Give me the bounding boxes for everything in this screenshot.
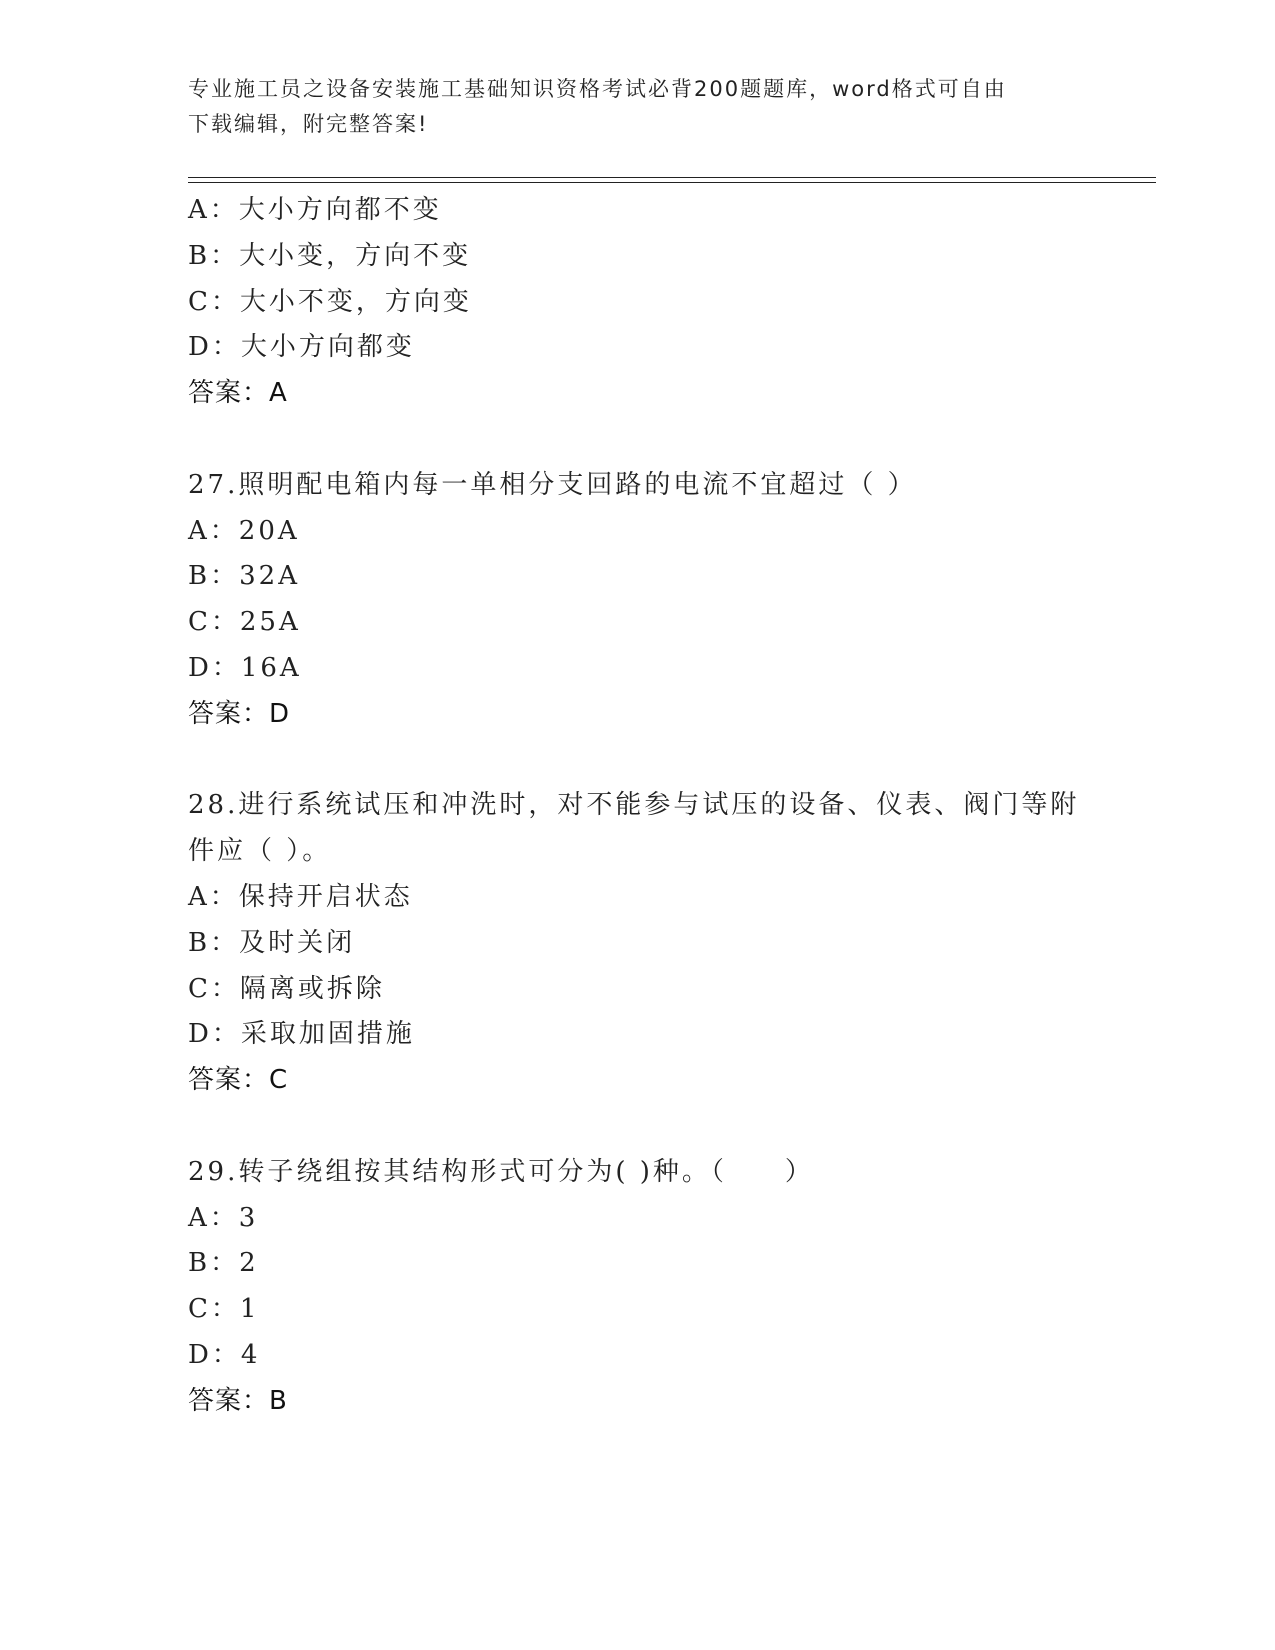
question-stem: 28.进行系统试压和冲洗时，对不能参与试压的设备、仪表、阀门等附: [188, 790, 1080, 821]
spacer: [188, 417, 1156, 463]
option-a: A：大小方向都不变: [188, 195, 442, 225]
document-header: [188, 72, 1068, 142]
question-27: [188, 463, 1156, 738]
option-b: B：及时关闭: [188, 927, 356, 958]
option-c: C：25A: [188, 607, 301, 638]
option-b: B：大小变，方向不变: [188, 240, 472, 271]
option-d: D：4: [188, 1339, 261, 1370]
spacer: [188, 738, 1156, 784]
header-title-line-1: 专业施工员之设备安装施工基础知识资格考试必背200题题库，word格式可自由: [188, 77, 1007, 101]
question-stem-continued: 件应（ ）。: [188, 836, 332, 867]
option-b: B：2: [188, 1248, 259, 1279]
spacer: [188, 1104, 1156, 1150]
question-stem: 29.转子绕组按其结构形式可分为( )种。（ ）: [188, 1156, 814, 1187]
question-26-continued: [188, 188, 1156, 417]
option-d: D：大小方向都变: [188, 332, 415, 363]
header-title-line-2: 下载编辑，附完整答案!: [188, 112, 429, 136]
answer-line: 答案：C: [188, 1065, 289, 1096]
answer-line: 答案：A: [188, 378, 288, 409]
option-d: D：采取加固措施: [188, 1019, 415, 1050]
option-c: C：大小不变，方向变: [188, 286, 472, 317]
question-28: [188, 783, 1156, 1104]
answer-line: 答案：D: [188, 698, 291, 729]
option-d: D：16A: [188, 652, 302, 683]
header-divider-top: [188, 177, 1156, 178]
document-body: [188, 188, 1156, 1425]
option-a: A：3: [188, 1202, 259, 1233]
header-divider-bottom: [188, 182, 1156, 183]
question-29: [188, 1150, 1156, 1425]
option-c: C：隔离或拆除: [188, 973, 385, 1004]
question-stem: 27.照明配电箱内每一单相分支回路的电流不宜超过（ ）: [188, 469, 917, 500]
answer-line: 答案：B: [188, 1385, 288, 1416]
option-b: B：32A: [188, 561, 300, 592]
option-a: A：20A: [188, 515, 300, 546]
option-c: C：1: [188, 1294, 260, 1325]
option-a: A：保持开启状态: [188, 881, 413, 912]
